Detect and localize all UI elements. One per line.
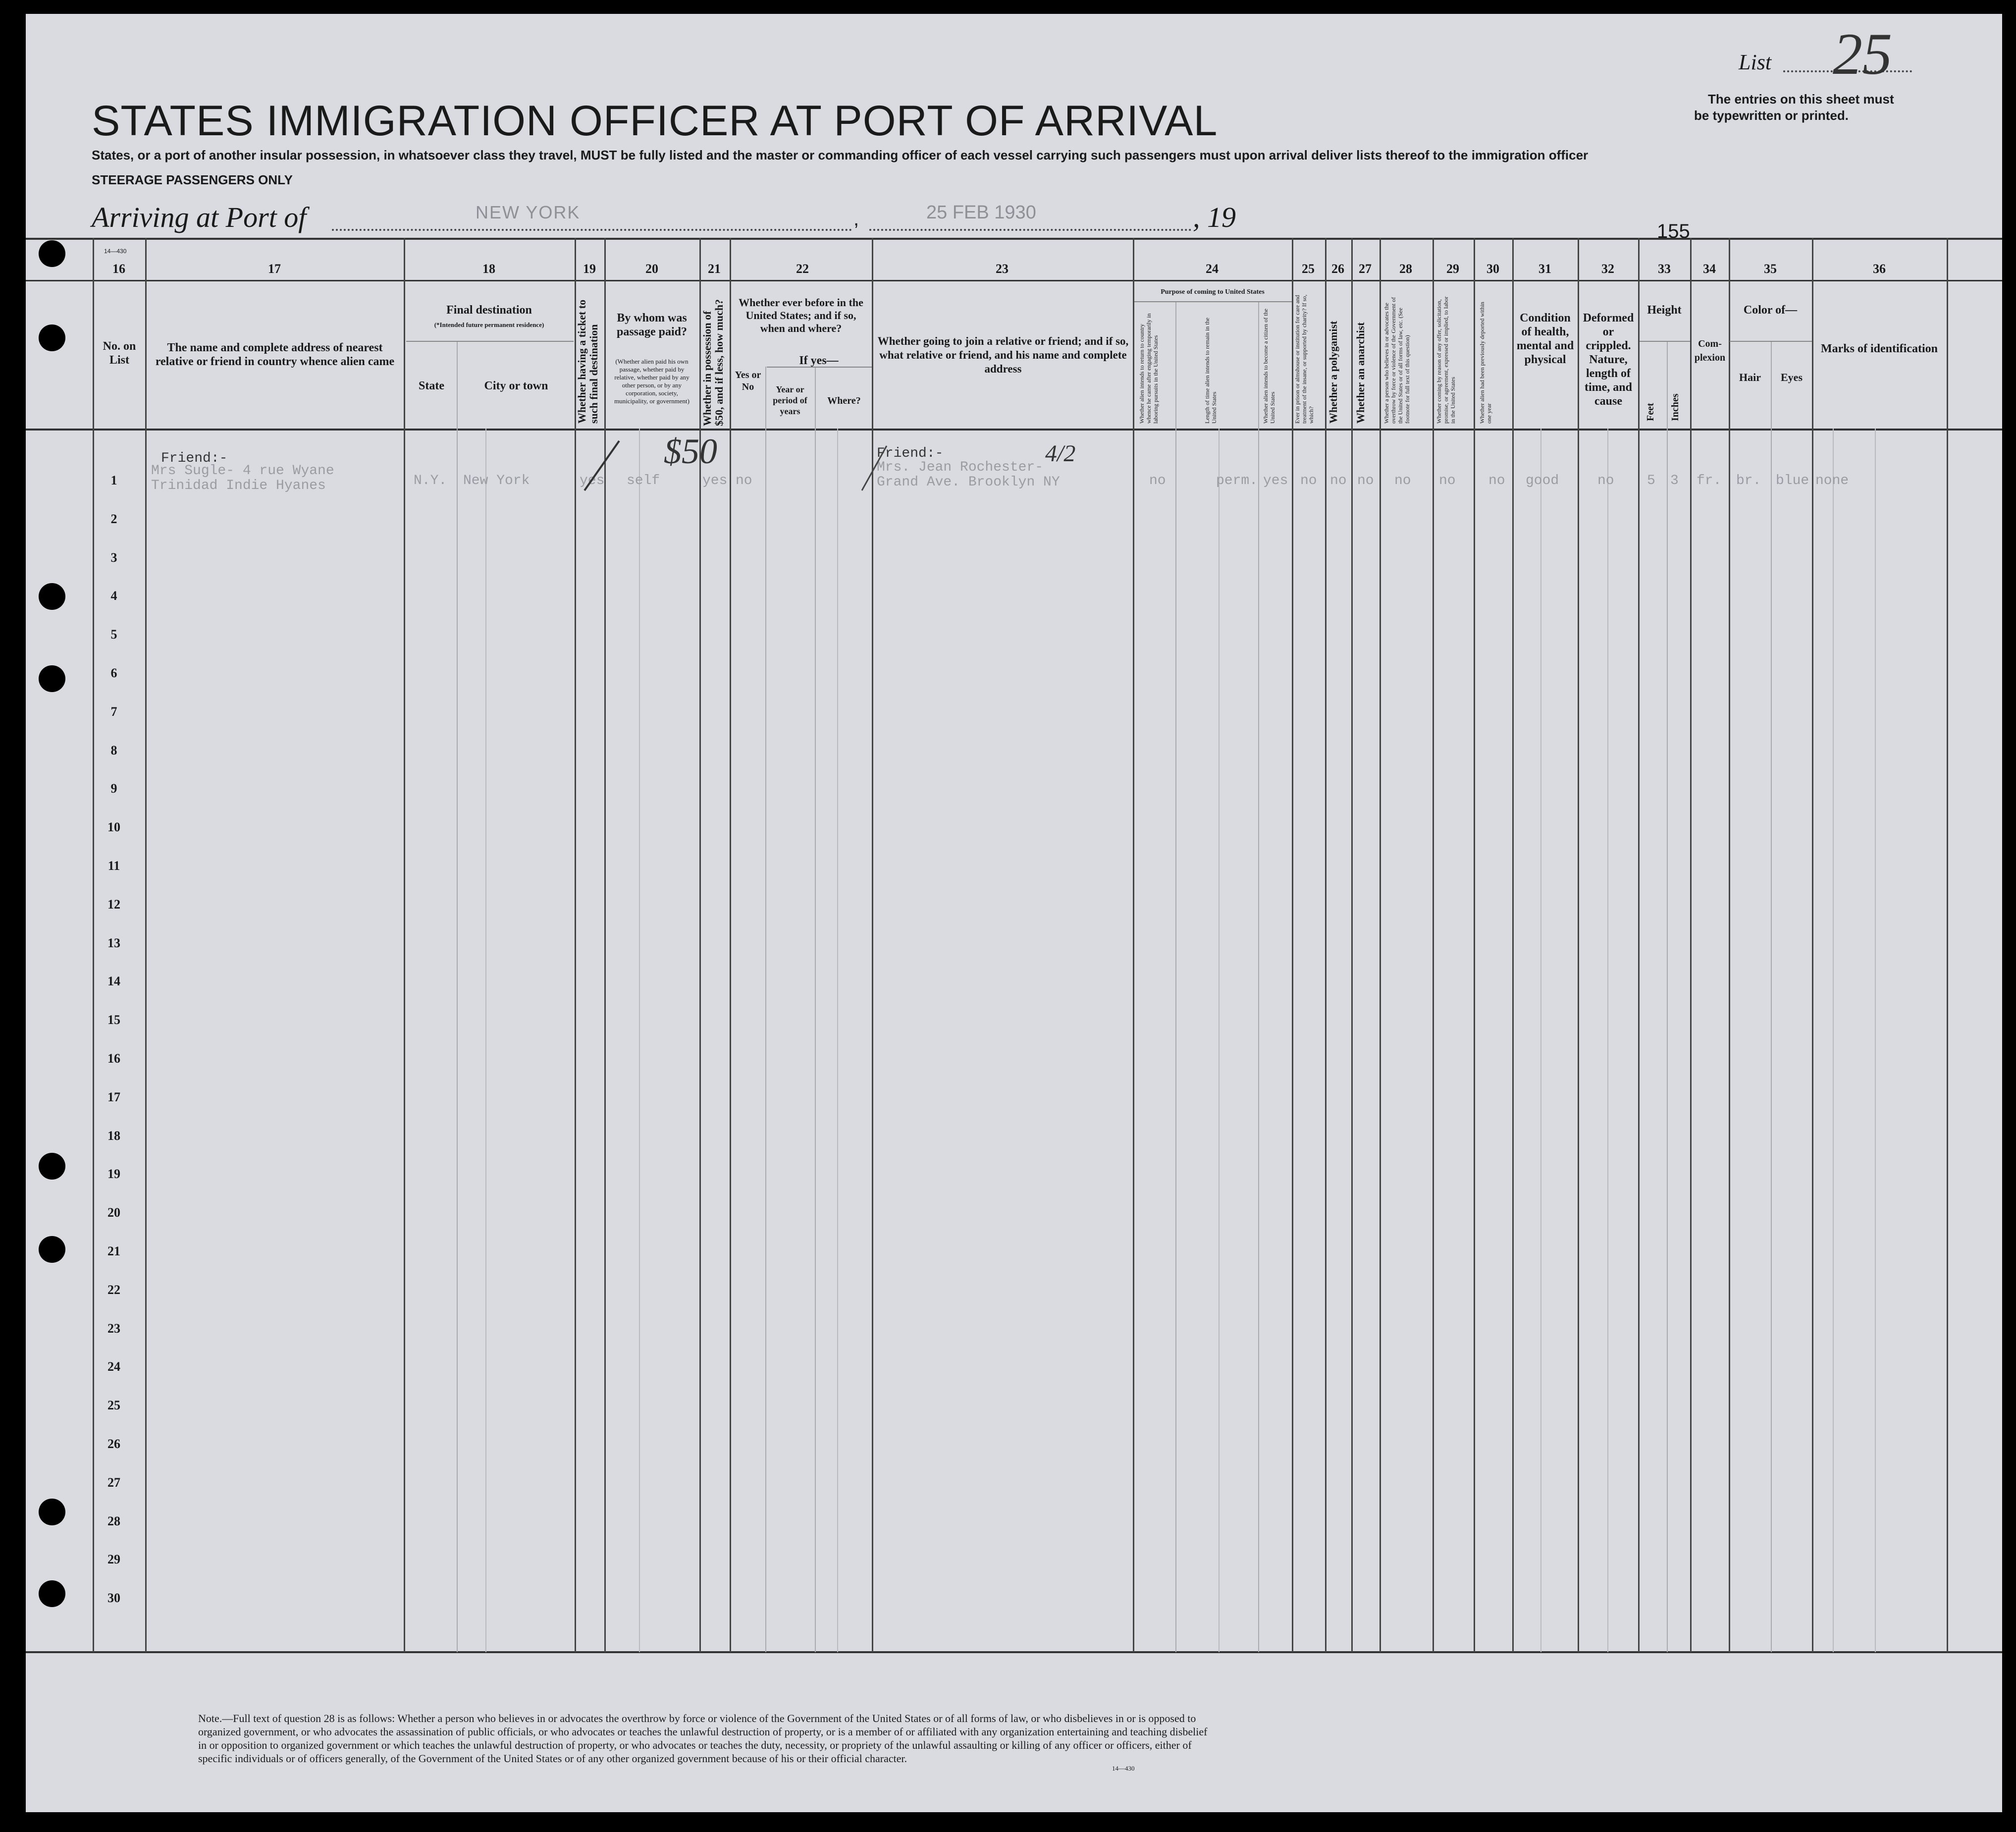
col-line <box>1947 238 1948 1652</box>
col-line <box>1258 302 1259 1652</box>
date-stamp: 25 FEB 1930 <box>926 202 1036 223</box>
row-number: 17 <box>107 1090 120 1104</box>
row-number: 12 <box>107 897 120 912</box>
handwritten-money: $50 <box>664 431 717 471</box>
header-color-of: Color of— <box>1743 304 1798 317</box>
grid-line <box>1607 429 1608 1652</box>
row-number: 9 <box>110 781 117 796</box>
grid-line <box>1833 429 1834 1652</box>
binder-hole <box>39 1153 65 1180</box>
row1-join-line2: Grand Ave. Brooklyn NY <box>877 475 1060 490</box>
class-line: STEERAGE PASSENGERS ONLY <box>92 172 293 187</box>
row-number: 26 <box>107 1437 120 1451</box>
header-anarchist: Whether an anarchist <box>1354 322 1367 424</box>
form-code-bottom: 14—430 <box>1112 1765 1135 1772</box>
row1-relative-line1: Mrs Sugle- 4 rue Wyane <box>151 463 334 479</box>
colnum-35: 35 <box>1764 262 1777 276</box>
colnum-24: 24 <box>1206 262 1219 276</box>
header-hair: Hair <box>1739 371 1761 383</box>
col-line <box>1133 238 1134 1652</box>
colnum-29: 29 <box>1446 262 1459 276</box>
handwritten-checkmarks <box>570 431 892 500</box>
header-purpose-return: Whether alien intends to return to country whence he came after engaging temporarily in laboring pursuits in the United States <box>1138 313 1159 424</box>
colnum-27: 27 <box>1359 262 1372 276</box>
binder-hole <box>39 583 65 610</box>
header-inches: Inches <box>1670 393 1681 421</box>
row-number: 3 <box>110 550 117 565</box>
header-join-relative: Whether going to join a relative or friend; and if so, what relative or friend, and his name and complete address <box>877 335 1129 375</box>
header-deformed: Deformed or crippled. Nature, length of time, and cause <box>1583 312 1634 408</box>
row-number: 6 <box>110 666 117 680</box>
row1-anarchist: no <box>1357 473 1374 488</box>
col-line <box>1771 342 1772 1652</box>
row1-eyes: blue <box>1776 473 1809 488</box>
row-number: 5 <box>110 627 117 642</box>
header-ever-before: Whether ever before in the United States; and if so, when and where? <box>739 296 863 334</box>
row1-q29: no <box>1439 473 1456 488</box>
row-number: 24 <box>107 1359 120 1374</box>
row-number: 7 <box>110 704 117 719</box>
col-line <box>1638 238 1640 1652</box>
handwritten-mark-23: 4/2 <box>1045 440 1076 467</box>
footnote: Note.—Full text of question 28 is as follows: Whether a person who believes in or advocates the overthrow by force or violence of the Government of the United States or of all forms of law, or who disbelieves in or is opposed to organized government, or who advocates the assassination of public officials, or who advocates or teaches the unlawful destruction of property, or is a member of or affiliated with any organization entertaining and teaching disbelief in or opposition to organized government or which teaches the unlawful destruction of property, or who advocates or teaches the duty, necessity, or propriety of the unlawful assaulting or killing of any officer or officers, either of specific individuals or of officers generally, of the Government of the United States or of any other organized government because of his or their official character. <box>198 1712 1208 1765</box>
list-label: List <box>1739 50 1772 74</box>
col-line <box>93 238 94 1652</box>
row1-relative-line2: Trinidad Indie Hyanes <box>151 478 326 493</box>
colnum-16: 16 <box>112 262 125 276</box>
col-line <box>1578 238 1579 1652</box>
row1-ever-before: no <box>736 473 752 488</box>
colnum-21: 21 <box>708 262 721 276</box>
header-year-period: Year or period of years <box>773 384 807 416</box>
col-line <box>815 367 816 1652</box>
row1-ticket: yes <box>580 473 605 488</box>
grid-line <box>1219 429 1220 1652</box>
header-passage-paid: By whom was passage paid? <box>616 312 688 338</box>
row1-hair: br. <box>1736 473 1761 488</box>
row-number: 29 <box>107 1552 120 1566</box>
rule-color <box>1730 341 1812 342</box>
grid-line <box>837 429 838 1652</box>
header-eyes: Eyes <box>1781 371 1803 383</box>
row-number: 8 <box>110 743 117 757</box>
row-number: 2 <box>110 512 117 526</box>
row1-marks: none <box>1815 473 1849 488</box>
col-line <box>1729 238 1730 1652</box>
row-number: 28 <box>107 1514 120 1528</box>
row-number: 15 <box>107 1013 120 1027</box>
row1-purpose-citizen: yes <box>1263 473 1288 488</box>
header-purpose-citizen: Whether alien intends to become a citizen of the United States <box>1262 309 1276 424</box>
colnum-18: 18 <box>482 262 495 276</box>
colnum-23: 23 <box>996 262 1008 276</box>
col-line <box>457 342 458 1652</box>
col-line <box>1175 302 1176 1652</box>
row-number: 27 <box>107 1475 120 1490</box>
row1-possession: yes <box>702 473 728 488</box>
row-number: 1 <box>110 473 117 487</box>
col-line <box>1667 342 1668 1652</box>
row-number: 21 <box>107 1244 120 1258</box>
port-line <box>332 229 852 231</box>
binder-hole <box>39 1236 65 1263</box>
header-passage-paid-note: (Whether alien paid his own passage, whether paid by relative, whether paid by any other person, or by any corporation, society, municipality, or government) <box>614 358 690 405</box>
row1-purpose-length: perm. <box>1216 473 1258 488</box>
header-possession: Whether in possession of $50, and if less, how much? <box>701 299 725 426</box>
header-feet: Feet <box>1645 403 1656 421</box>
list-number: 25 <box>1833 21 1892 87</box>
row-number: 19 <box>107 1167 120 1181</box>
row1-q28: no <box>1394 473 1411 488</box>
arriving-label: Arriving at Port of <box>92 201 307 233</box>
header-q29: Whether coming by reason of any offer, solicitation, promise, or agreement, expressed or implied, to labor in the United States <box>1435 296 1456 424</box>
rule-header <box>26 429 2002 431</box>
col-line <box>1812 238 1813 1652</box>
grid-line <box>1540 429 1541 1652</box>
row-number: 22 <box>107 1283 120 1297</box>
header-relative-address: The name and complete address of nearest relative or friend in country whence alien came <box>155 341 395 368</box>
year-prefix: , 19 <box>1193 201 1236 233</box>
header-marks: Marks of identification <box>1821 342 1938 355</box>
port-stamp: NEW YORK <box>476 202 581 222</box>
colnum-17: 17 <box>268 262 281 276</box>
row1-friend-label: Friend:- <box>161 451 228 466</box>
rule-top <box>26 238 2002 240</box>
row1-deformed: no <box>1597 473 1614 488</box>
colnum-32: 32 <box>1601 262 1614 276</box>
colnum-33: 33 <box>1658 262 1671 276</box>
col-line <box>1474 238 1475 1652</box>
entries-note-line1: The entries on this sheet must <box>1708 92 1894 107</box>
colnum-30: 30 <box>1486 262 1499 276</box>
header-height: Height <box>1647 304 1682 317</box>
header-q28: Whether a person who believes in or advocates the overthrow by force or violence of the Government of the United States or of all forms of law, etc. (See footnote for full text of this question) <box>1383 297 1411 424</box>
grid-line <box>639 429 640 1652</box>
form-code-top: 14—430 <box>104 248 127 255</box>
binder-hole <box>39 1580 65 1607</box>
binder-hole <box>39 240 65 267</box>
rule-if-yes <box>767 367 872 368</box>
colnum-36: 36 <box>1873 262 1886 276</box>
row1-state: N.Y. <box>414 473 447 488</box>
row-number: 16 <box>107 1051 120 1066</box>
row1-join-line1: Mrs. Jean Rochester- <box>877 460 1044 475</box>
rule-purpose <box>1134 301 1292 302</box>
header-state: State <box>419 379 444 392</box>
colnum-22: 22 <box>796 262 809 276</box>
row-number: 10 <box>107 820 120 834</box>
row1-complexion: fr. <box>1697 473 1722 488</box>
row-number: 30 <box>107 1591 120 1605</box>
header-health: Condition of health, mental and physical <box>1516 312 1574 366</box>
header-ticket: Whether having a ticket to such final destination <box>576 299 600 424</box>
col-line <box>404 238 405 1652</box>
header-q30: Whether alien had been previously deported within one year <box>1479 302 1492 424</box>
sheet-number: 155 <box>1657 220 1690 242</box>
row1-paid-by: self <box>627 473 660 488</box>
row-number: 20 <box>107 1205 120 1220</box>
col-line <box>1379 238 1381 1652</box>
header-polygamist: Whether a polygamist <box>1327 321 1339 424</box>
row1-prison: no <box>1300 473 1317 488</box>
binder-hole <box>39 324 65 351</box>
col-line <box>145 238 147 1652</box>
rule-colnums <box>26 280 2002 281</box>
row1-purpose-return: no <box>1149 473 1166 488</box>
rule-height <box>1640 341 1690 342</box>
row-number: 4 <box>110 589 117 603</box>
row1-inches: 3 <box>1670 473 1679 488</box>
colnum-19: 19 <box>583 262 596 276</box>
col-line <box>1512 238 1514 1652</box>
colnum-31: 31 <box>1539 262 1551 276</box>
entries-note-line2: be typewritten or printed. <box>1694 108 1849 123</box>
header-yes-or-no: Yes or No <box>735 370 761 392</box>
header-complexion: Com-plexion <box>1694 338 1726 363</box>
header-if-yes: If yes— <box>799 354 839 367</box>
row-number: 13 <box>107 936 120 950</box>
header-city: City or town <box>484 379 548 392</box>
colnum-25: 25 <box>1302 262 1315 276</box>
header-prison: Ever in prison or almshouse or institution for care and treatment of the insane, or supported by charity? If so, which? <box>1294 294 1315 424</box>
row1-feet: 5 <box>1647 473 1655 488</box>
col-line <box>1325 238 1326 1652</box>
col-line <box>1690 238 1692 1652</box>
colnum-28: 28 <box>1399 262 1412 276</box>
row1-polygamist: no <box>1330 473 1347 488</box>
grid-line <box>485 429 486 1652</box>
colnum-20: 20 <box>645 262 658 276</box>
col-line <box>1432 238 1434 1652</box>
colnum-34: 34 <box>1703 262 1716 276</box>
manifest-sheet <box>26 14 2002 1812</box>
header-no-on-list: No. on List <box>103 340 136 367</box>
row-number: 25 <box>107 1398 120 1412</box>
binder-hole <box>39 665 65 692</box>
grid-line <box>1875 429 1876 1652</box>
header-final-destination: Final destination <box>446 304 532 317</box>
col-line <box>1351 238 1353 1652</box>
col-line <box>765 367 766 1652</box>
header-final-destination-note: (*Intended future permanent residence) <box>434 321 544 328</box>
row1-health: good <box>1526 473 1559 488</box>
row-number: 14 <box>107 974 120 988</box>
col-line <box>1292 238 1293 1652</box>
rule-subheader <box>406 341 574 342</box>
comma: , <box>853 208 859 230</box>
row1-q30: no <box>1488 473 1505 488</box>
binder-hole <box>39 1499 65 1525</box>
colnum-26: 26 <box>1331 262 1344 276</box>
form-subtitle: States, or a port of another insular possession, in whatsoever class they travel, MUST be fully listed and the master or commanding officer of each vessel carrying such passengers must upon arrival deliver lists thereof to the immigration officer <box>92 148 1589 162</box>
row-number: 23 <box>107 1321 120 1336</box>
row-number: 11 <box>107 859 120 873</box>
row-number: 18 <box>107 1129 120 1143</box>
form-title: STATES IMMIGRATION OFFICER AT PORT OF ARRIVAL <box>92 97 1218 145</box>
header-where: Where? <box>827 395 861 406</box>
header-purpose-length: Length of time alien intends to remain in the United States <box>1204 318 1218 424</box>
rule-bottom <box>26 1651 2002 1653</box>
header-purpose: Purpose of coming to United States <box>1161 288 1265 296</box>
date-line <box>869 229 1191 231</box>
row1-friend-label-23: Friend:- <box>877 446 944 461</box>
row1-city: New York <box>463 473 530 488</box>
